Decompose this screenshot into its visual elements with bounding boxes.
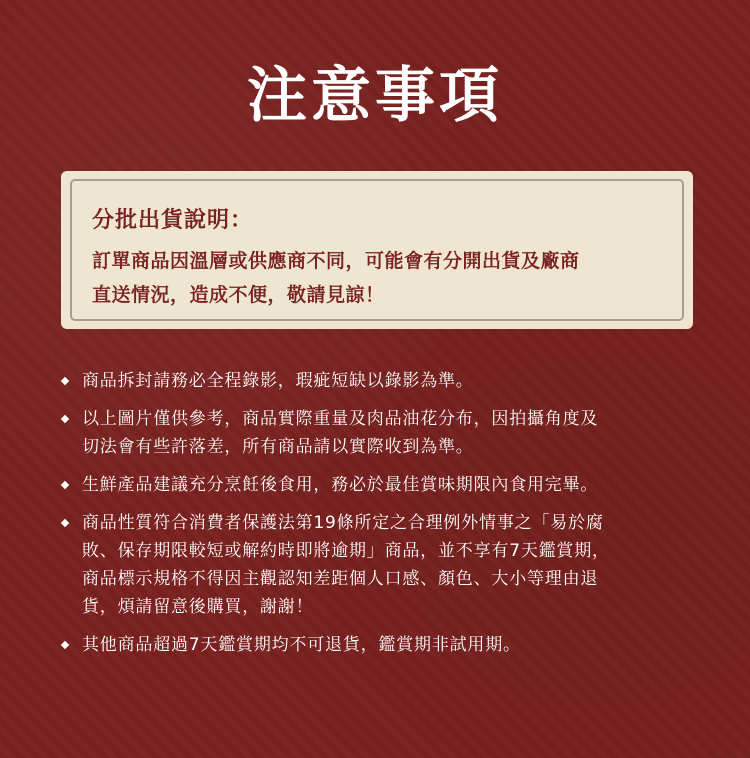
note-line: 其他商品超過7天鑑賞期均不可退貨，鑑賞期非試用期。 (82, 635, 521, 655)
diamond-bullet-icon (61, 481, 69, 489)
shipping-notice-line: 直送情況，造成不便，敬請見諒！ (92, 284, 385, 306)
note-item (62, 509, 702, 621)
shipping-notice-body (92, 244, 662, 312)
diamond-bullet-icon (61, 377, 69, 385)
note-line: 商品標示規格不得因主觀認知差距個人口感、顏色、大小等理由退 (82, 569, 599, 589)
diamond-bullet-icon (61, 641, 69, 649)
note-item (62, 405, 702, 461)
note-line: 以上圖片僅供參考，商品實際重量及肉品油花分布，因拍攝角度及 (82, 409, 599, 429)
diamond-bullet-icon (61, 519, 69, 527)
note-line: 貨，煩請留意後購買，謝謝！ (82, 597, 314, 617)
shipping-notice-heading: 分批出貨說明： (92, 208, 254, 233)
shipping-notice-line: 訂單商品因溫層或供應商不同，可能會有分開出貨及廠商 (92, 250, 580, 272)
note-line: 商品拆封請務必全程錄影，瑕疵短缺以錄影為準。 (82, 371, 474, 391)
note-item (62, 631, 702, 659)
note-item (62, 471, 702, 499)
diamond-bullet-icon (61, 415, 69, 423)
page-title: 注意事項 (247, 61, 503, 131)
note-line: 商品性質符合消費者保護法第19條所定之合理例外情事之「易於腐 (82, 513, 604, 533)
shipping-notice-box (61, 171, 693, 329)
shipping-notice-frame (70, 179, 684, 321)
note-item (62, 367, 702, 395)
note-line: 敗、保存期限較短或解約時即將逾期」商品，並不享有7天鑑賞期， (82, 541, 610, 561)
notes-list (62, 367, 702, 669)
note-line: 切法會有些許落差，所有商品請以實際收到為準。 (82, 437, 474, 457)
note-line: 生鮮產品建議充分烹飪後食用，務必於最佳賞味期限內食用完畢。 (82, 475, 599, 495)
